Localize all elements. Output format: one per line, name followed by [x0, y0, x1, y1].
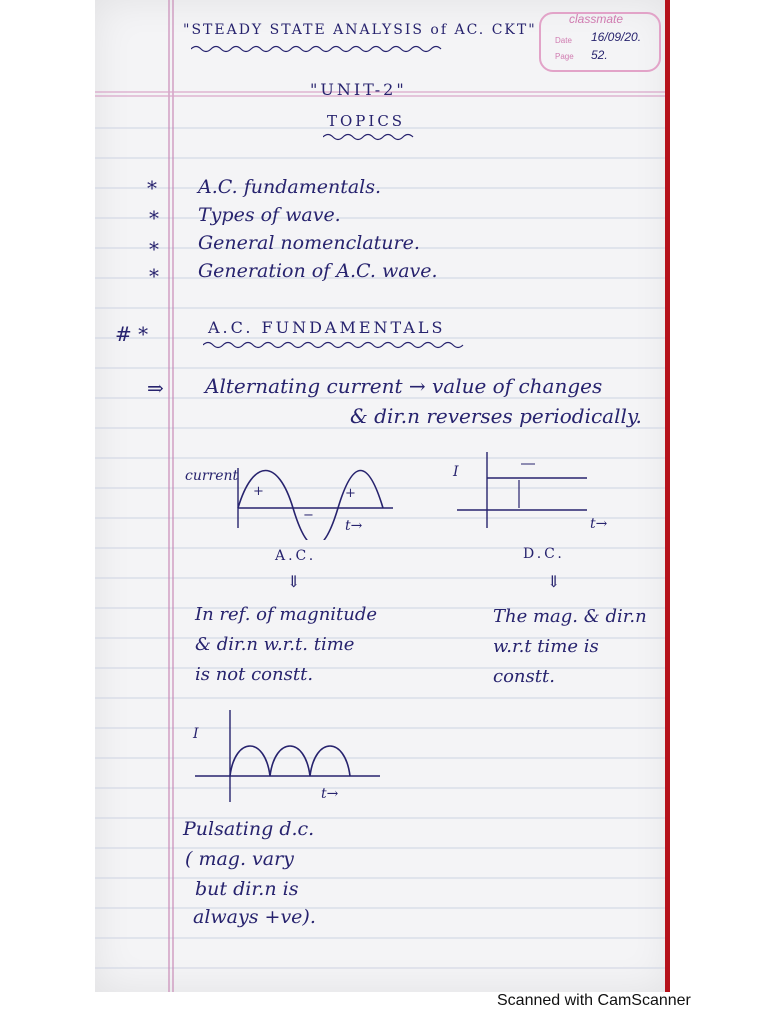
dc-waveform-graph [457, 448, 597, 528]
ac-ylabel: current [185, 468, 239, 484]
date-label: Date [555, 36, 572, 45]
pulsating-ylabel: I [193, 726, 199, 742]
ac-negative-half-label: − [303, 508, 314, 523]
ac-caption: A.C. [275, 548, 317, 564]
date-page-stamp [539, 12, 661, 72]
pulsating-dc-graph [195, 706, 395, 806]
section-underline [203, 340, 473, 350]
ac-desc-line-2: & dir.n w.r.t. time [195, 634, 355, 655]
bullet-icon: * [149, 206, 159, 230]
arrow-icon: ⇒ [147, 376, 164, 400]
dc-desc-line-1: The mag. & dir.n [493, 606, 647, 627]
scanner-watermark: Scanned with CamScanner [497, 992, 691, 1009]
notebook-page [95, 0, 670, 992]
topic-text: Generation of A.C. wave. [198, 260, 438, 282]
page-title: "STEADY STATE ANALYSIS of AC. CKT" [183, 22, 537, 38]
section-marker: # * [115, 322, 149, 346]
bullet-icon: * [147, 176, 157, 200]
dc-desc-line-3: constt. [493, 666, 555, 687]
down-arrow-icon: ⇓ [547, 572, 561, 591]
topic-text: A.C. fundamentals. [198, 176, 382, 198]
dc-xlabel: t→ [590, 516, 608, 532]
ac-positive-half-label-2: + [345, 486, 356, 501]
pulsating-desc-line-3: but dir.n is [195, 878, 299, 900]
title-underline [191, 44, 491, 54]
topic-text: Types of wave. [198, 204, 341, 226]
definition-line-2: & dir.n reverses periodically. [350, 404, 642, 428]
dc-caption: D.C. [523, 546, 565, 562]
ac-xlabel: t→ [345, 518, 363, 534]
dc-ylabel: I [453, 464, 459, 480]
page-edge-strip [665, 0, 670, 992]
topic-text: General nomenclature. [198, 232, 420, 254]
bullet-icon: * [149, 237, 159, 261]
ac-desc-line-1: In ref. of magnitude [195, 604, 378, 625]
definition-line-1: Alternating current → value of changes [205, 374, 603, 398]
pulsating-desc-line-1: Pulsating d.c. [183, 818, 315, 840]
section-heading: A.C. FUNDAMENTALS [208, 318, 446, 337]
bullet-icon: * [149, 264, 159, 288]
down-arrow-icon: ⇓ [287, 572, 301, 591]
date-value: 16/09/20. [591, 30, 642, 44]
ac-positive-half-label: + [253, 484, 264, 499]
page-label: Page [555, 52, 574, 61]
topics-heading: TOPICS [327, 112, 406, 130]
pulsating-desc-line-4: always +ve). [193, 906, 316, 928]
page-number: 52. [591, 48, 608, 62]
ac-desc-line-3: is not constt. [195, 664, 314, 685]
stamp-brand: classmate [569, 12, 624, 26]
pulsating-desc-line-2: ( mag. vary [185, 848, 294, 870]
dc-desc-line-2: w.r.t time is [493, 636, 599, 657]
pulsating-xlabel: t→ [321, 786, 339, 802]
unit-label: "UNIT-2" [310, 80, 407, 99]
topics-underline [323, 132, 423, 142]
